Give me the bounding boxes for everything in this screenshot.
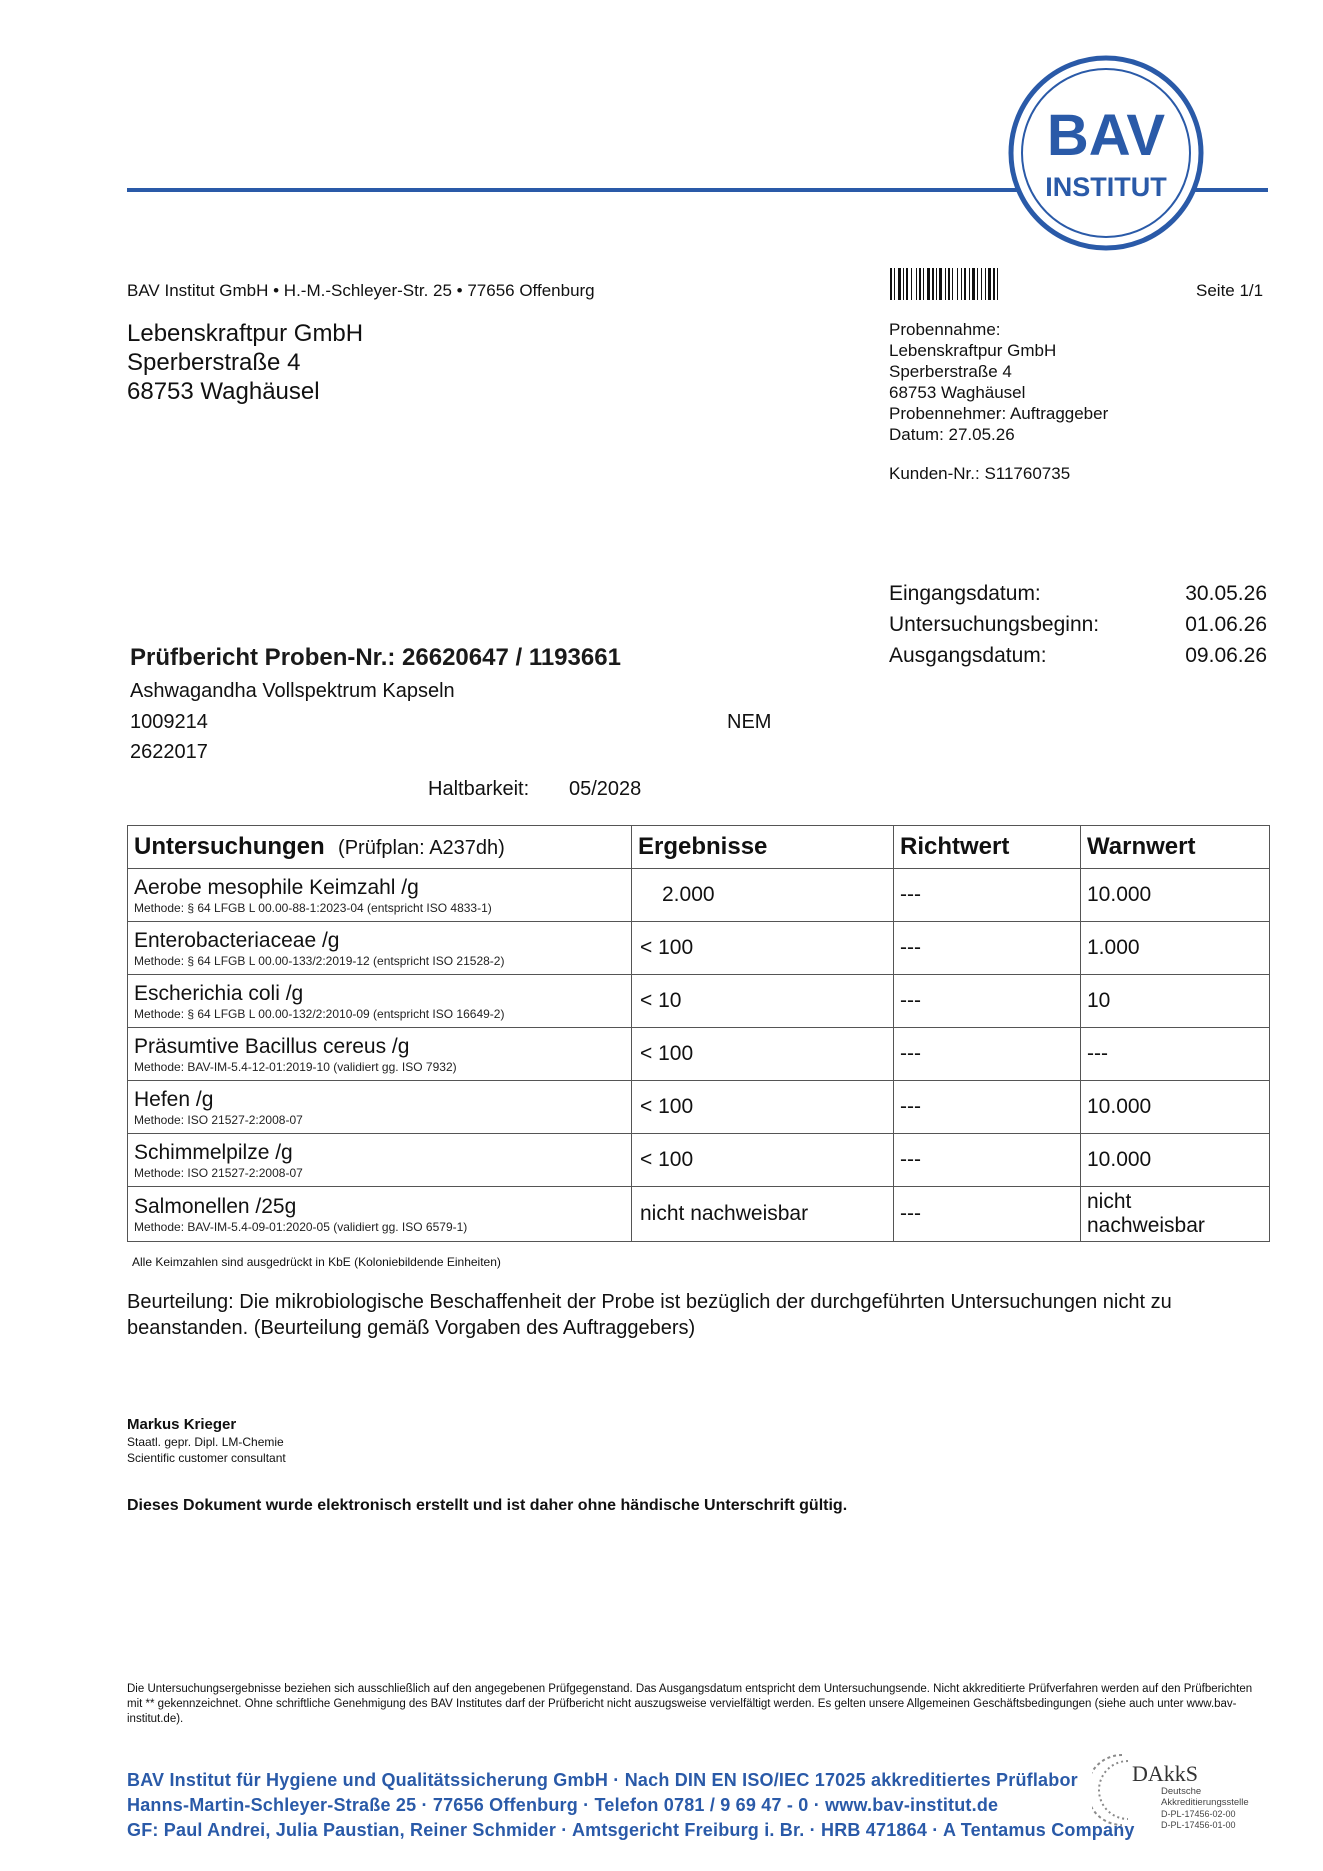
- barcode-bar: [939, 268, 942, 300]
- barcode-bar: [957, 268, 958, 300]
- footer-line-address: Hanns-Martin-Schleyer-Straße 25 · 77656 Offenburg · Telefon 0781 / 9 69 47 - 0 · www.bav-institut.de: [127, 1795, 999, 1815]
- table-row: [128, 975, 1270, 1028]
- warning-value: 10.000: [1081, 1081, 1270, 1134]
- test-cell: [128, 1187, 632, 1242]
- results-table: [127, 825, 1270, 1242]
- date-label: Ausgangsdatum:: [889, 644, 1047, 667]
- barcode-bar: [985, 268, 986, 300]
- table-row: [128, 922, 1270, 975]
- footer-line-company: BAV Institut für Hygiene und Qualitätssicherung GmbH · Nach DIN EN ISO/IEC 17025 akkreditiertes Prüflabor: [127, 1770, 1078, 1790]
- test-method: Methode: BAV-IM-5.4-12-01:2019-10 (validiert gg. ISO 7932): [134, 1059, 457, 1074]
- page-indicator: Seite 1/1: [1196, 281, 1264, 300]
- barcode-bar: [898, 268, 901, 300]
- test-name: Salmonellen /25g: [134, 1194, 297, 1218]
- sampling-name: Lebenskraftpur GmbH: [889, 341, 1057, 360]
- dakks-accreditation-logo: [1092, 1745, 1272, 1835]
- sampling-city: 68753 Waghäusel: [889, 383, 1026, 402]
- test-cell: [128, 869, 632, 922]
- dakks-line1: Deutsche: [1161, 1786, 1202, 1797]
- date-value: 09.06.26: [1185, 644, 1267, 667]
- test-cell: [128, 1081, 632, 1134]
- barcode-bar: [916, 268, 917, 300]
- logo-text-institut: INSTITUT: [1045, 172, 1167, 202]
- date-label: Eingangsdatum:: [889, 582, 1041, 605]
- sampling-date: Datum: 27.05.26: [889, 425, 1015, 444]
- customer-number: Kunden-Nr.: S11760735: [889, 464, 1071, 483]
- barcode: [890, 268, 1115, 300]
- recipient-city: 68753 Waghäusel: [127, 378, 320, 405]
- date-value: 30.05.26: [1185, 582, 1267, 605]
- barcode-bar: [997, 268, 998, 300]
- test-cell: [128, 975, 632, 1028]
- dakks-id1: D-PL-17456-02-00: [1161, 1809, 1236, 1819]
- barcode-bar: [993, 268, 995, 300]
- test-method: Methode: ISO 21527-2:2008-07: [134, 1112, 303, 1127]
- signer-role: Scientific customer consultant: [127, 1451, 286, 1465]
- test-method: Methode: § 64 LFGB L 00.00-132/2:2010-09 (entspricht ISO 16649-2): [134, 1006, 505, 1021]
- test-name: Aerobe mesophile Keimzahl /g: [134, 875, 419, 899]
- bav-institut-logo: [1008, 55, 1204, 251]
- footer-line-management: GF: Paul Andrei, Julia Paustian, Reiner Schmider · Amtsgericht Freiburg i. Br. · HRB 471864 · A Tentamus Company: [127, 1820, 1135, 1840]
- signer-name: Markus Krieger: [127, 1416, 237, 1433]
- result-value: < 100: [632, 1081, 894, 1134]
- warning-value: 10: [1081, 975, 1270, 1028]
- header-untersuchungen: [128, 826, 632, 869]
- sampling-heading: Probennahme:: [889, 320, 1001, 339]
- test-method: Methode: ISO 21527-2:2008-07: [134, 1165, 303, 1180]
- header-ergebnisse: Ergebnisse: [632, 826, 894, 869]
- barcode-bar: [894, 268, 895, 300]
- barcode-bar: [964, 268, 966, 300]
- barcode-bar: [919, 268, 921, 300]
- signer-title: Staatl. gepr. Dipl. LM-Chemie: [127, 1435, 284, 1449]
- recipient-name: Lebenskraftpur GmbH: [127, 320, 364, 347]
- assessment-text: Beurteilung: Die mikrobiologische Beschaffenheit der Probe ist bezüglich der durchgeführten Untersuchungen nicht zu beanstanden. (Beurteilung gemäß Vorgaben des Auftraggebers): [127, 1291, 1172, 1339]
- date-row-beginn: [889, 613, 1267, 644]
- product-category: NEM: [727, 711, 772, 733]
- test-name: Hefen /g: [134, 1087, 214, 1111]
- barcode-bar: [988, 268, 991, 300]
- result-value: nicht nachweisbar: [632, 1187, 894, 1242]
- table-row: [128, 869, 1270, 922]
- table-row: [128, 1028, 1270, 1081]
- barcode-bar: [927, 268, 930, 300]
- test-cell: [128, 1134, 632, 1187]
- disclaimer-text: Die Untersuchungsergebnisse beziehen sich ausschließlich auf den angegebenen Prüfgegenstand. Das Ausgangsdatum entspricht dem Untersuchungsende. Nicht akkreditierte Prüfverfahren werden auf den Prüfberichten mit ** gekennzeichnet. Ohne schriftliche Genehmigung des BAV Institutes darf der Prüfbericht nicht auszugsweise vervielfältigt werden. Es gelten unsere Allgemeinen Geschäftsbedingungen (siehe auch unter www.bav-institut.de).: [127, 1683, 1253, 1725]
- warning-value: 10.000: [1081, 869, 1270, 922]
- header-pruefplan: (Prüfplan: A237dh): [338, 837, 505, 859]
- shelf-life-label: Haltbarkeit:: [428, 778, 530, 800]
- guide-value: ---: [894, 975, 1081, 1028]
- barcode-bar: [911, 268, 912, 300]
- barcode-bar: [972, 268, 975, 300]
- header-untersuchungen-label: Untersuchungen: [134, 833, 325, 860]
- result-value: 2.000: [632, 869, 894, 922]
- header-warnwert: Warnwert: [1081, 826, 1270, 869]
- test-name: Schimmelpilze /g: [134, 1140, 293, 1164]
- barcode-bar: [903, 268, 904, 300]
- barcode-bar: [969, 268, 970, 300]
- dakks-id2: D-PL-17456-01-00: [1161, 1820, 1236, 1830]
- test-cell: [128, 922, 632, 975]
- barcode-bar: [977, 268, 978, 300]
- guide-value: ---: [894, 869, 1081, 922]
- result-value: < 100: [632, 922, 894, 975]
- barcode-bar: [923, 268, 924, 300]
- header-richtwert: Richtwert: [894, 826, 1081, 869]
- date-row-eingang: [889, 582, 1267, 613]
- warning-value: ---: [1081, 1028, 1270, 1081]
- barcode-bar: [981, 268, 982, 300]
- batch-code: 2622017: [130, 741, 208, 763]
- test-cell: [128, 1028, 632, 1081]
- results-header-row: [128, 826, 1270, 869]
- table-row: [128, 1187, 1270, 1242]
- sampling-collector: Probennehmer: Auftraggeber: [889, 404, 1109, 423]
- guide-value: ---: [894, 1187, 1081, 1242]
- test-method: Methode: § 64 LFGB L 00.00-133/2:2019-12 (entspricht ISO 21528-2): [134, 953, 505, 968]
- warning-value: 10.000: [1081, 1134, 1270, 1187]
- dakks-line2: Akkreditierungsstelle: [1161, 1797, 1249, 1808]
- test-method: Methode: BAV-IM-5.4-09-01:2020-05 (validiert gg. ISO 6579-1): [134, 1219, 468, 1234]
- guide-value: ---: [894, 922, 1081, 975]
- barcode-bar: [932, 268, 934, 300]
- report-dates: [889, 582, 1267, 675]
- footer: [127, 1768, 1135, 1843]
- guide-value: ---: [894, 1134, 1081, 1187]
- sampling-info: [889, 319, 1108, 445]
- barcode-bar: [948, 268, 950, 300]
- dakks-name: DAkkS: [1132, 1761, 1199, 1786]
- barcode-bar: [890, 268, 892, 300]
- result-value: < 10: [632, 975, 894, 1028]
- barcode-bar: [952, 268, 953, 300]
- warning-value: [1081, 1187, 1270, 1242]
- test-method: Methode: § 64 LFGB L 00.00-88-1:2023-04 (entspricht ISO 4833-1): [134, 900, 492, 915]
- sender-line: BAV Institut GmbH • H.-M.-Schleyer-Str. 25 • 77656 Offenburg: [127, 281, 595, 300]
- test-name: Escherichia coli /g: [134, 981, 304, 1005]
- date-row-ausgang: [889, 644, 1267, 675]
- electronic-document-note: Dieses Dokument wurde elektronisch erstellt und ist daher ohne händische Unterschrift gültig.: [127, 1497, 848, 1514]
- barcode-bar: [945, 268, 946, 300]
- recipient-street: Sperberstraße 4: [127, 349, 301, 376]
- test-name: Enterobacteriaceae /g: [134, 928, 340, 952]
- barcode-bar: [906, 268, 908, 300]
- barcode-bar: [936, 268, 937, 300]
- guide-value: ---: [894, 1081, 1081, 1134]
- result-value: < 100: [632, 1028, 894, 1081]
- product-name: Ashwagandha Vollspektrum Kapseln: [130, 680, 455, 702]
- report-title: Prüfbericht Proben-Nr.: 26620647 / 1193661: [130, 644, 621, 671]
- barcode-bar: [961, 268, 962, 300]
- table-footnote: Alle Keimzahlen sind ausgedrückt in KbE (Koloniebildende Einheiten): [132, 1255, 501, 1269]
- result-value: < 100: [632, 1134, 894, 1187]
- date-label: Untersuchungsbeginn:: [889, 613, 1100, 636]
- test-name: Präsumtive Bacillus cereus /g: [134, 1034, 410, 1058]
- sampling-street: Sperberstraße 4: [889, 362, 1012, 381]
- guide-value: ---: [894, 1028, 1081, 1081]
- warning-value: 1.000: [1081, 922, 1270, 975]
- shelf-life-value: 05/2028: [569, 778, 642, 800]
- recipient-address: [127, 319, 363, 406]
- logo-text-bav: BAV: [1046, 103, 1166, 168]
- warning-value-line2: nachweisbar: [1087, 1214, 1205, 1237]
- product-code: 1009214: [130, 711, 208, 733]
- table-row: [128, 1134, 1270, 1187]
- warning-value-line1: nicht: [1087, 1190, 1132, 1213]
- table-row: [128, 1081, 1270, 1134]
- date-value: 01.06.26: [1185, 613, 1267, 636]
